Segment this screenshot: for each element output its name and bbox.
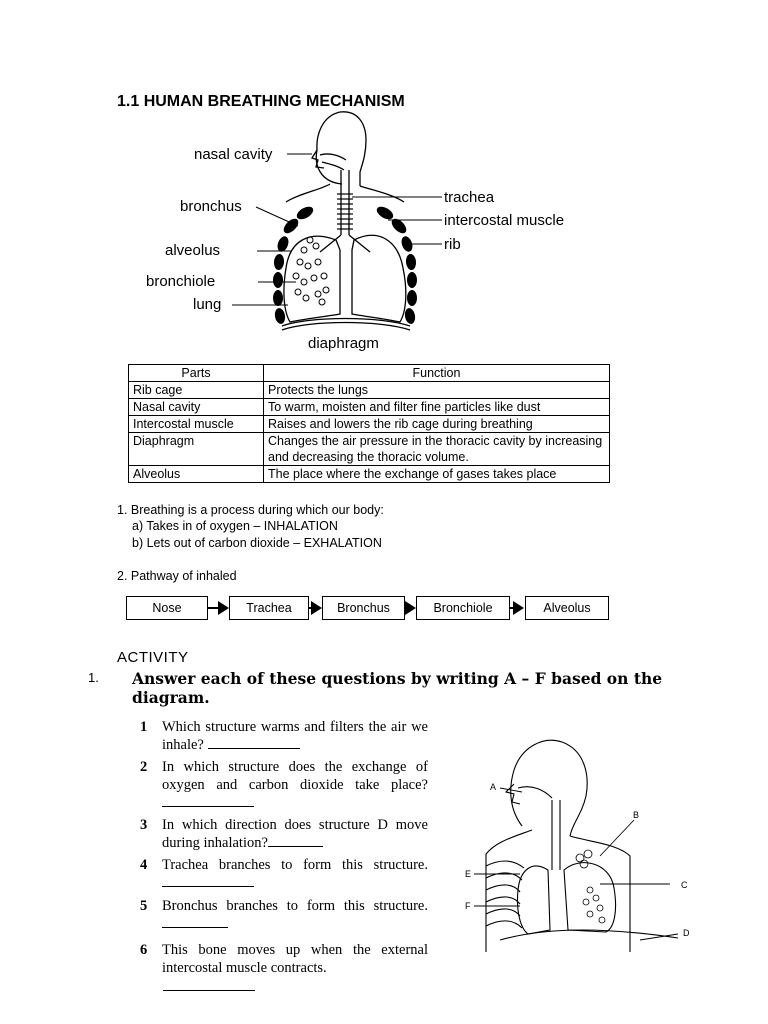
- label-bronchus: bronchus: [180, 198, 242, 215]
- table-row: [129, 466, 610, 483]
- question-text: Bronchus branches to form this structure.: [162, 898, 428, 914]
- label-intercostal-muscle: intercostal muscle: [444, 212, 565, 229]
- question-3: [140, 816, 428, 852]
- table-cell-function: To warm, moisten and filter fine particles like dust: [264, 399, 610, 416]
- note-inhalation: a) Takes in of oxygen – INHALATION: [132, 519, 338, 533]
- question-text: Trachea branches to form this structure.: [162, 857, 428, 873]
- question-5: [140, 897, 428, 933]
- table-header-function: Function: [264, 365, 610, 382]
- table-cell-function: Protects the lungs: [264, 382, 610, 399]
- arrow-right-icon: [311, 601, 322, 615]
- question-text: Which structure warms and filters the air we inhale?: [162, 719, 428, 753]
- table-header-parts: Parts: [129, 365, 264, 382]
- diagram-label-e: E: [465, 869, 472, 879]
- label-alveolus: alveolus: [165, 242, 221, 259]
- table-cell-part: Alveolus: [129, 466, 264, 483]
- question-text: In which direction does structure D move during inhalation?: [162, 817, 428, 851]
- question-number: 1: [140, 719, 148, 735]
- table-row: [129, 399, 610, 416]
- label-trachea: trachea: [444, 189, 495, 206]
- answer-blank[interactable]: [268, 834, 323, 847]
- question-number: 2: [140, 759, 148, 775]
- arrow-right-icon: [405, 601, 416, 615]
- respiratory-system-diagram: [0, 0, 768, 360]
- pathway-box-bronchiole: Bronchiole: [416, 596, 510, 620]
- table-cell-part: Nasal cavity: [129, 399, 264, 416]
- question-number: 3: [140, 817, 148, 833]
- question-1: [140, 718, 428, 754]
- diagram-label-b: B: [633, 810, 640, 820]
- pathway-box-nose: Nose: [126, 596, 208, 620]
- activity-heading: ACTIVITY: [117, 649, 189, 666]
- activity-number: 1.: [88, 670, 99, 685]
- question-number: 4: [140, 857, 148, 873]
- label-diaphragm: diaphragm: [308, 335, 379, 352]
- parts-function-table: [128, 364, 610, 483]
- question-text: This bone moves up when the external intercostal muscle contracts.: [162, 942, 428, 976]
- question-text: In which structure does the exchange of oxygen and carbon dioxide take place?: [162, 759, 428, 793]
- answer-blank[interactable]: [162, 915, 228, 928]
- answer-blank[interactable]: [208, 736, 300, 749]
- diagram-label-f: F: [465, 901, 471, 911]
- pathway-box-trachea: Trachea: [229, 596, 309, 620]
- table-cell-function: Raises and lowers the rib cage during breathing: [264, 416, 610, 433]
- activity-instruction: Answer each of these questions by writing A – F based on the diagram.: [132, 669, 663, 707]
- diagram-label-a: A: [490, 782, 497, 792]
- pathway-box-bronchus: Bronchus: [322, 596, 405, 620]
- table-cell-function: Changes the air pressure in the thoracic cavity by increasing and decreasing the thoracic volume.: [264, 433, 610, 466]
- answer-blank[interactable]: [162, 874, 254, 887]
- arrow-right-icon: [218, 601, 229, 615]
- pathway-box-alveolus: Alveolus: [525, 596, 609, 620]
- label-rib: rib: [444, 236, 461, 253]
- diagram-label-c: C: [681, 880, 688, 890]
- label-lung: lung: [193, 296, 222, 313]
- question-number: 6: [140, 942, 148, 958]
- answer-blank[interactable]: [162, 794, 254, 807]
- note-exhalation: b) Lets out of carbon dioxide – EXHALATION: [132, 536, 382, 550]
- table-cell-part: Rib cage: [129, 382, 264, 399]
- question-6: [140, 941, 428, 977]
- page-title: 1.1 HUMAN BREATHING MECHANISM: [117, 93, 405, 110]
- label-nasal-cavity: nasal cavity: [194, 146, 273, 163]
- answer-blank[interactable]: [163, 978, 255, 991]
- question-number: 5: [140, 898, 148, 914]
- label-bronchiole: bronchiole: [146, 273, 216, 290]
- note-pathway: 2. Pathway of inhaled: [117, 569, 237, 583]
- table-cell-function: The place where the exchange of gases takes place: [264, 466, 610, 483]
- labelled-respiratory-diagram: [440, 730, 740, 960]
- table-row: [129, 433, 610, 466]
- note-breathing: 1. Breathing is a process during which our body:: [117, 503, 384, 517]
- question-2: [140, 758, 428, 812]
- table-row: [129, 416, 610, 433]
- question-4: [140, 856, 428, 892]
- table-row: [129, 382, 610, 399]
- diagram-label-d: D: [683, 928, 690, 938]
- table-cell-part: Intercostal muscle: [129, 416, 264, 433]
- arrow-right-icon: [513, 601, 524, 615]
- table-cell-part: Diaphragm: [129, 433, 264, 466]
